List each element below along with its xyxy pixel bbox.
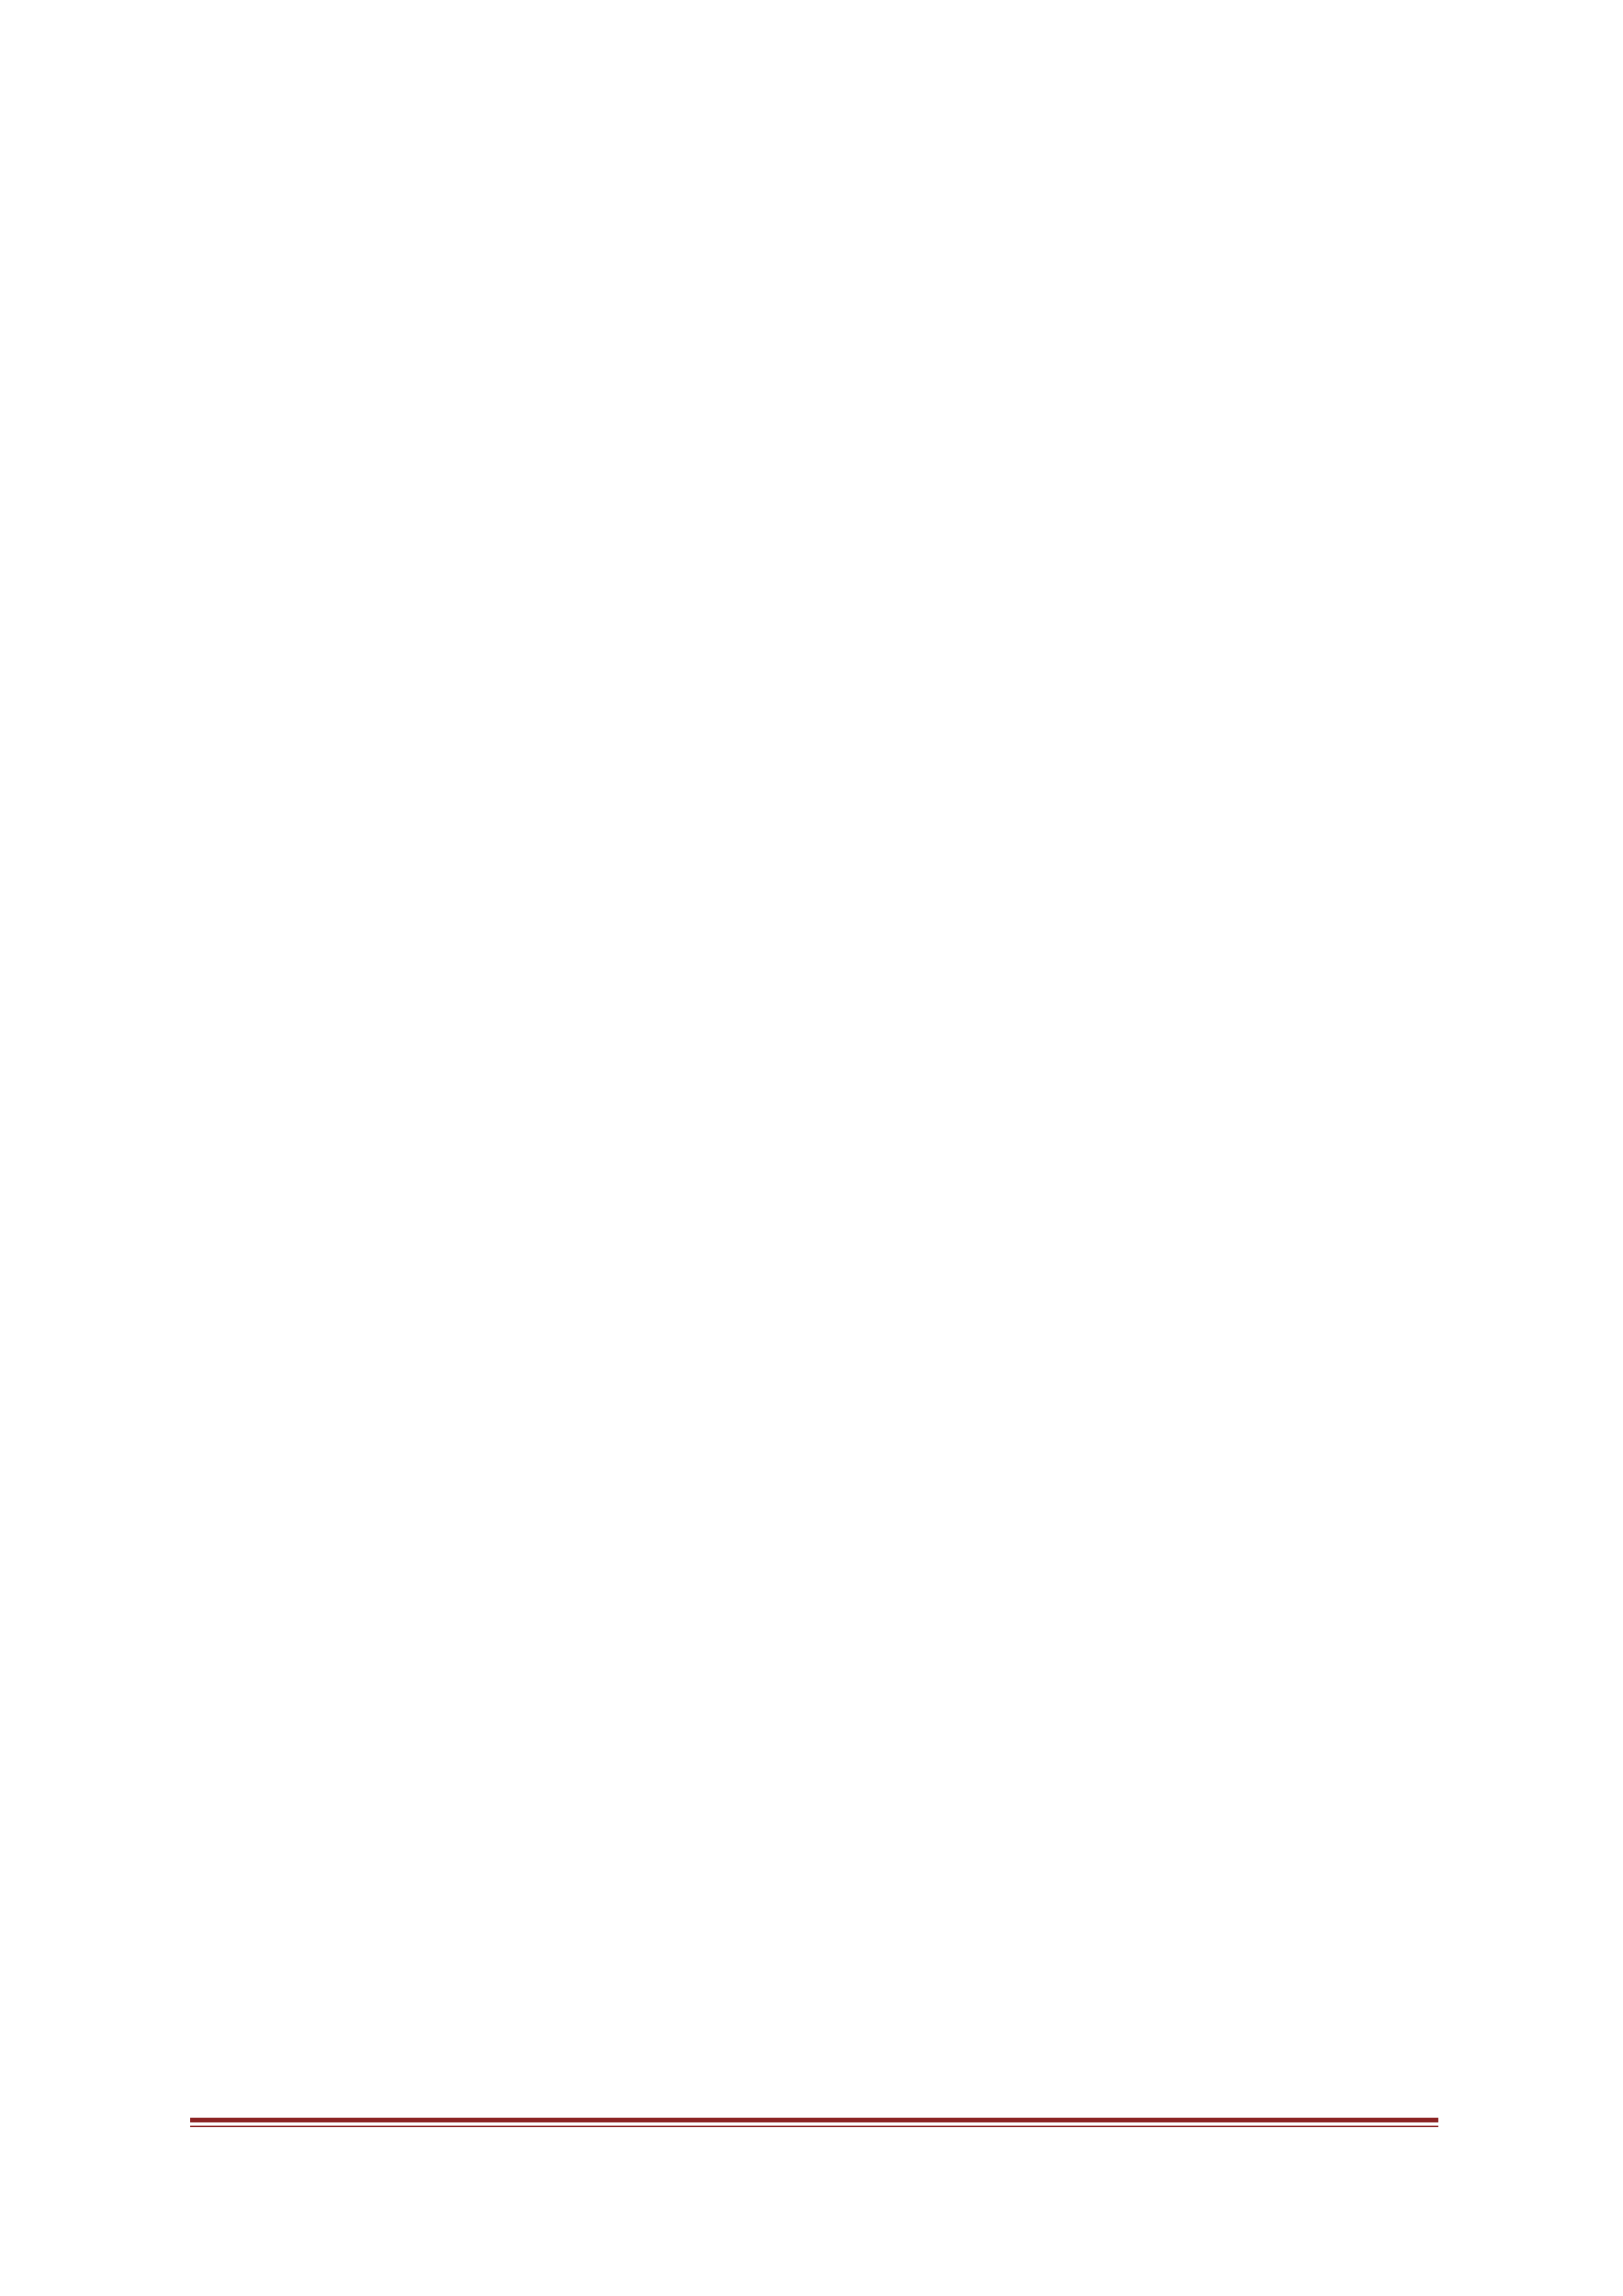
footer-divider [190, 2118, 1438, 2127]
page-body [198, 190, 1434, 277]
